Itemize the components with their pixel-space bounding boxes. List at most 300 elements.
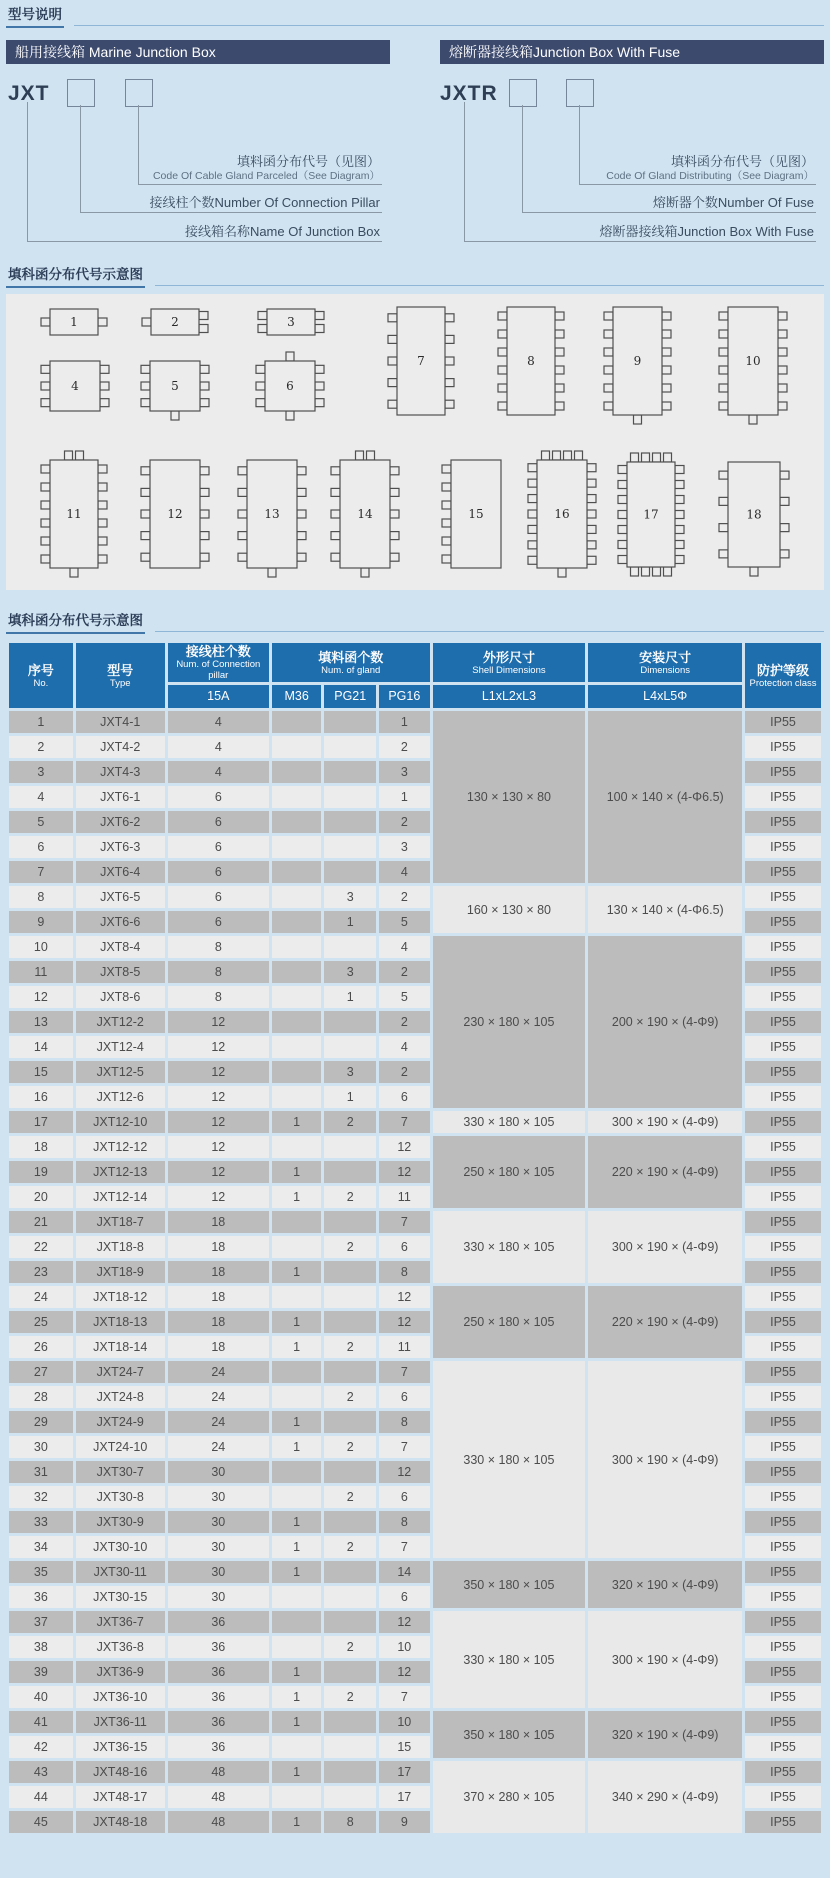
cell-no: 43	[9, 1761, 73, 1783]
cell-pg16: 14	[379, 1561, 430, 1583]
table-section-title	[6, 614, 824, 634]
cell-m36	[272, 761, 322, 783]
cell-protection-class: IP55	[745, 1461, 821, 1483]
cell-protection-class: IP55	[745, 1036, 821, 1058]
cell-15a: 6	[168, 836, 269, 858]
cell-15a: 6	[168, 786, 269, 808]
cell-pg21: 2	[324, 1236, 376, 1258]
cell-pg21: 2	[324, 1436, 376, 1458]
cell-type: JXT8-5	[76, 961, 165, 983]
cell-mount-dimensions: 300 × 190 × (4-Φ9)	[588, 1211, 742, 1283]
cell-type: JXT8-6	[76, 986, 165, 1008]
cell-mount-dimensions: 300 × 190 × (4-Φ9)	[588, 1111, 742, 1133]
cell-15a: 36	[168, 1636, 269, 1658]
gland-unit-number: 7	[417, 354, 425, 368]
cell-protection-class: IP55	[745, 1211, 821, 1233]
cell-m36: 1	[272, 1411, 322, 1433]
cell-m36: 1	[272, 1261, 322, 1283]
cell-pg21	[324, 1736, 376, 1758]
cell-15a: 8	[168, 936, 269, 958]
cell-no: 24	[9, 1286, 73, 1308]
cell-m36	[272, 1786, 322, 1808]
cell-pg16: 3	[379, 836, 430, 858]
cell-type: JXT4-1	[76, 711, 165, 733]
cell-15a: 24	[168, 1411, 269, 1433]
gland-unit-5	[137, 348, 213, 424]
cell-shell-dimensions: 330 × 180 × 105	[433, 1361, 586, 1558]
cell-no: 22	[9, 1236, 73, 1258]
cell-m36	[272, 861, 322, 883]
cell-pg16: 7	[379, 1211, 430, 1233]
gland-unit-17	[614, 449, 688, 580]
cell-no: 5	[9, 811, 73, 833]
table-row	[9, 1111, 821, 1133]
cell-pg16: 7	[379, 1536, 430, 1558]
callout-cn: 熔断器接线箱Junction Box With Fuse	[599, 224, 814, 239]
cell-mount-dimensions: 220 × 190 × (4-Φ9)	[588, 1286, 742, 1358]
model-explanation	[6, 40, 824, 246]
table-row	[9, 1761, 821, 1783]
cell-protection-class: IP55	[745, 986, 821, 1008]
cell-pg16: 4	[379, 1036, 430, 1058]
cell-m36	[272, 1586, 322, 1608]
cell-pg16: 9	[379, 1811, 430, 1833]
cell-type: JXT18-7	[76, 1211, 165, 1233]
jxtr-callout-box-name-label	[599, 224, 814, 240]
cell-no: 28	[9, 1386, 73, 1408]
cell-shell-dimensions: 250 × 180 × 105	[433, 1136, 586, 1208]
table-row	[9, 1561, 821, 1583]
cell-protection-class: IP55	[745, 886, 821, 908]
cell-pg21	[324, 786, 376, 808]
col-subheader-pg16: PG16	[379, 685, 430, 708]
cell-protection-class: IP55	[745, 936, 821, 958]
gland-unit-number: 2	[171, 315, 179, 329]
cell-15a: 12	[168, 1136, 269, 1158]
gland-unit-number: 9	[633, 354, 641, 368]
table-row	[9, 1286, 821, 1308]
gland-unit-2	[138, 296, 212, 348]
cell-type: JXT12-2	[76, 1011, 165, 1033]
cell-mount-dimensions: 300 × 190 × (4-Φ9)	[588, 1361, 742, 1558]
cell-15a: 12	[168, 1111, 269, 1133]
gland-unit-number: 13	[264, 507, 280, 521]
cell-m36: 1	[272, 1686, 322, 1708]
cell-pg16: 3	[379, 761, 430, 783]
cell-pg16: 4	[379, 861, 430, 883]
cell-m36	[272, 911, 322, 933]
cell-no: 19	[9, 1161, 73, 1183]
jxt-callout-box-name-label	[185, 224, 380, 240]
cell-m36: 1	[272, 1311, 322, 1333]
cell-pg16: 6	[379, 1486, 430, 1508]
cell-type: JXT12-10	[76, 1111, 165, 1133]
cell-15a: 6	[168, 911, 269, 933]
cell-pg16: 8	[379, 1511, 430, 1533]
cell-type: JXT30-8	[76, 1486, 165, 1508]
cell-no: 16	[9, 1086, 73, 1108]
callout-cn: 填料函分布代号（见图）	[236, 154, 380, 169]
cell-no: 29	[9, 1411, 73, 1433]
cell-m36: 1	[272, 1711, 322, 1733]
cell-m36	[272, 936, 322, 958]
gland-unit-number: 8	[527, 354, 535, 368]
cell-pg21	[324, 1011, 376, 1033]
callout-cn: 接线柱个数Number Of Connection Pillar	[149, 195, 380, 210]
cell-no: 32	[9, 1486, 73, 1508]
cell-15a: 4	[168, 711, 269, 733]
cell-m36	[272, 1736, 322, 1758]
callout-en: Code Of Gland Distributing（See Diagram）	[606, 170, 814, 182]
cell-pg21	[324, 1161, 376, 1183]
gland-unit-8	[494, 294, 568, 428]
cell-m36: 1	[272, 1186, 322, 1208]
title-rule	[155, 631, 824, 632]
cell-protection-class: IP55	[745, 1561, 821, 1583]
cell-15a: 48	[168, 1786, 269, 1808]
cell-mount-dimensions: 220 × 190 × (4-Φ9)	[588, 1136, 742, 1208]
cell-m36: 1	[272, 1661, 322, 1683]
cell-pg16: 2	[379, 736, 430, 758]
cell-no: 13	[9, 1011, 73, 1033]
cell-no: 17	[9, 1111, 73, 1133]
cell-type: JXT12-5	[76, 1061, 165, 1083]
jxtr-section-bar: 熔断器接线箱Junction Box With Fuse	[440, 40, 824, 64]
gland-section-title	[6, 268, 824, 288]
cell-15a: 4	[168, 761, 269, 783]
cell-no: 8	[9, 886, 73, 908]
gland-unit-number: 6	[286, 379, 294, 393]
cell-protection-class: IP55	[745, 1236, 821, 1258]
gland-unit-18	[715, 449, 793, 580]
cell-mount-dimensions: 320 × 190 × (4-Φ9)	[588, 1711, 742, 1758]
cell-pg16: 10	[379, 1711, 430, 1733]
cell-type: JXT36-9	[76, 1661, 165, 1683]
cell-type: JXT12-12	[76, 1136, 165, 1158]
cell-pg21: 1	[324, 911, 376, 933]
cell-type: JXT36-15	[76, 1736, 165, 1758]
cell-type: JXT24-10	[76, 1436, 165, 1458]
cell-pg16: 15	[379, 1736, 430, 1758]
cell-type: JXT6-2	[76, 811, 165, 833]
cell-no: 45	[9, 1811, 73, 1833]
cell-pg16: 5	[379, 911, 430, 933]
cell-type: JXT24-9	[76, 1411, 165, 1433]
cell-m36	[272, 986, 322, 1008]
cell-shell-dimensions: 330 × 180 × 105	[433, 1211, 586, 1283]
cell-15a: 30	[168, 1536, 269, 1558]
cell-protection-class: IP55	[745, 811, 821, 833]
title-rule	[155, 285, 824, 286]
cell-pg16: 4	[379, 936, 430, 958]
cell-pg16: 11	[379, 1186, 430, 1208]
cell-m36	[272, 711, 322, 733]
cell-no: 18	[9, 1136, 73, 1158]
cell-pg21	[324, 1586, 376, 1608]
table-row	[9, 1361, 821, 1383]
table-row	[9, 1611, 821, 1633]
col-subheader-pg21: PG21	[324, 685, 376, 708]
cell-protection-class: IP55	[745, 1661, 821, 1683]
cell-pg16: 7	[379, 1361, 430, 1383]
gland-unit-11	[37, 447, 111, 581]
cell-protection-class: IP55	[745, 911, 821, 933]
gland-unit-number: 4	[71, 379, 79, 393]
col-header-shell: 外形尺寸 Shell Dimensions	[433, 643, 586, 682]
cell-pg21	[324, 1136, 376, 1158]
cell-15a: 30	[168, 1586, 269, 1608]
table-row	[9, 1136, 821, 1158]
cell-no: 38	[9, 1636, 73, 1658]
cell-m36	[272, 1636, 322, 1658]
cell-pg21	[324, 1511, 376, 1533]
cell-pg16: 12	[379, 1311, 430, 1333]
cell-protection-class: IP55	[745, 1086, 821, 1108]
table-row	[9, 1211, 821, 1233]
cell-no: 1	[9, 711, 73, 733]
cell-15a: 18	[168, 1211, 269, 1233]
cell-no: 10	[9, 936, 73, 958]
model-section-title-text: 型号说明	[6, 3, 64, 28]
cell-m36: 1	[272, 1336, 322, 1358]
cell-protection-class: IP55	[745, 1311, 821, 1333]
cell-15a: 36	[168, 1661, 269, 1683]
cell-m36	[272, 1461, 322, 1483]
cell-m36: 1	[272, 1111, 322, 1133]
gland-unit-number: 17	[643, 507, 659, 521]
gland-unit-3	[254, 296, 328, 348]
cell-pg21	[324, 1361, 376, 1383]
cell-type: JXT48-18	[76, 1811, 165, 1833]
cell-m36	[272, 1086, 322, 1108]
gland-unit-15	[438, 447, 514, 581]
cell-15a: 18	[168, 1311, 269, 1333]
cell-type: JXT12-14	[76, 1186, 165, 1208]
cell-pg16: 12	[379, 1661, 430, 1683]
cell-type: JXT6-6	[76, 911, 165, 933]
cell-no: 2	[9, 736, 73, 758]
cell-protection-class: IP55	[745, 1536, 821, 1558]
cell-15a: 12	[168, 1086, 269, 1108]
cell-pg21	[324, 711, 376, 733]
cell-protection-class: IP55	[745, 1436, 821, 1458]
cell-pg21	[324, 761, 376, 783]
cell-m36	[272, 1036, 322, 1058]
cell-protection-class: IP55	[745, 1686, 821, 1708]
cell-pg21	[324, 736, 376, 758]
cell-pg21	[324, 1561, 376, 1583]
cell-15a: 48	[168, 1761, 269, 1783]
cell-type: JXT24-8	[76, 1386, 165, 1408]
cell-no: 44	[9, 1786, 73, 1808]
cell-pg16: 7	[379, 1686, 430, 1708]
table-row	[9, 886, 821, 908]
cell-type: JXT18-12	[76, 1286, 165, 1308]
gland-unit-14	[327, 447, 403, 581]
cell-no: 27	[9, 1361, 73, 1383]
cell-pg21: 2	[324, 1186, 376, 1208]
cell-15a: 36	[168, 1611, 269, 1633]
cell-shell-dimensions: 330 × 180 × 105	[433, 1611, 586, 1708]
cell-15a: 18	[168, 1336, 269, 1358]
cell-protection-class: IP55	[745, 1736, 821, 1758]
jxt-code-diagram	[6, 64, 390, 246]
cell-mount-dimensions: 200 × 190 × (4-Φ9)	[588, 936, 742, 1108]
cell-15a: 48	[168, 1811, 269, 1833]
jxtr-prefix-label: JXTR	[440, 82, 498, 105]
gland-unit-4	[37, 348, 113, 424]
cell-shell-dimensions: 230 × 180 × 105	[433, 936, 586, 1108]
cell-type: JXT36-11	[76, 1711, 165, 1733]
cell-protection-class: IP55	[745, 1011, 821, 1033]
jxtr-callout-box-name	[464, 102, 816, 242]
gland-unit-number: 14	[357, 507, 373, 521]
callout-cn: 填料函分布代号（见图）	[670, 154, 814, 169]
table-row	[9, 711, 821, 733]
cell-pg21	[324, 1611, 376, 1633]
gland-unit-number: 3	[287, 315, 295, 329]
cell-15a: 6	[168, 886, 269, 908]
cell-type: JXT4-2	[76, 736, 165, 758]
cell-m36	[272, 1211, 322, 1233]
cell-m36: 1	[272, 1161, 322, 1183]
cell-pg16: 6	[379, 1236, 430, 1258]
cell-15a: 36	[168, 1736, 269, 1758]
cell-m36	[272, 961, 322, 983]
cell-protection-class: IP55	[745, 1761, 821, 1783]
cell-protection-class: IP55	[745, 1586, 821, 1608]
cell-pg16: 12	[379, 1611, 430, 1633]
cell-pg16: 17	[379, 1761, 430, 1783]
title-rule	[74, 25, 824, 26]
gland-diagram-panel	[6, 294, 824, 590]
cell-pg16: 1	[379, 786, 430, 808]
cell-15a: 30	[168, 1486, 269, 1508]
cell-15a: 12	[168, 1036, 269, 1058]
cell-pg21	[324, 1761, 376, 1783]
cell-pg21: 8	[324, 1811, 376, 1833]
cell-type: JXT12-13	[76, 1161, 165, 1183]
cell-pg21	[324, 1411, 376, 1433]
cell-no: 9	[9, 911, 73, 933]
cell-15a: 12	[168, 1186, 269, 1208]
cell-mount-dimensions: 340 × 290 × (4-Φ9)	[588, 1761, 742, 1833]
cell-15a: 18	[168, 1261, 269, 1283]
cell-pg16: 5	[379, 986, 430, 1008]
cell-type: JXT18-9	[76, 1261, 165, 1283]
cell-protection-class: IP55	[745, 1611, 821, 1633]
cell-pg21: 2	[324, 1111, 376, 1133]
cell-protection-class: IP55	[745, 1486, 821, 1508]
cell-type: JXT12-4	[76, 1036, 165, 1058]
gland-unit-number: 18	[746, 507, 762, 521]
cell-15a: 6	[168, 811, 269, 833]
cell-pg21	[324, 1211, 376, 1233]
cell-type: JXT48-16	[76, 1761, 165, 1783]
gland-unit-13	[234, 447, 310, 581]
cell-protection-class: IP55	[745, 1186, 821, 1208]
cell-type: JXT30-7	[76, 1461, 165, 1483]
cell-pg21	[324, 1311, 376, 1333]
cell-no: 41	[9, 1711, 73, 1733]
cell-protection-class: IP55	[745, 1786, 821, 1808]
cell-protection-class: IP55	[745, 1286, 821, 1308]
cell-pg21: 2	[324, 1486, 376, 1508]
cell-shell-dimensions: 160 × 130 × 80	[433, 886, 586, 933]
cell-pg21	[324, 936, 376, 958]
cell-protection-class: IP55	[745, 1136, 821, 1158]
cell-shell-dimensions: 330 × 180 × 105	[433, 1111, 586, 1133]
cell-pg16: 2	[379, 811, 430, 833]
cell-mount-dimensions: 130 × 140 × (4-Φ6.5)	[588, 886, 742, 933]
cell-m36: 1	[272, 1511, 322, 1533]
cell-no: 21	[9, 1211, 73, 1233]
cell-pg21	[324, 811, 376, 833]
cell-15a: 24	[168, 1436, 269, 1458]
cell-m36: 1	[272, 1811, 322, 1833]
cell-no: 34	[9, 1536, 73, 1558]
cell-pg16: 12	[379, 1136, 430, 1158]
cell-m36: 1	[272, 1761, 322, 1783]
cell-protection-class: IP55	[745, 1111, 821, 1133]
cell-no: 37	[9, 1611, 73, 1633]
cell-pg16: 2	[379, 961, 430, 983]
cell-protection-class: IP55	[745, 1386, 821, 1408]
cell-protection-class: IP55	[745, 1636, 821, 1658]
cell-protection-class: IP55	[745, 1336, 821, 1358]
cell-pg21: 2	[324, 1536, 376, 1558]
gland-unit-number: 12	[167, 507, 183, 521]
gland-unit-6	[252, 348, 328, 424]
cell-protection-class: IP55	[745, 961, 821, 983]
cell-pg21	[324, 861, 376, 883]
cell-pg21: 1	[324, 986, 376, 1008]
cell-m36	[272, 1386, 322, 1408]
gland-unit-7	[384, 294, 458, 428]
cell-shell-dimensions: 130 × 130 × 80	[433, 711, 586, 883]
cell-pg21	[324, 1661, 376, 1683]
cell-no: 3	[9, 761, 73, 783]
callout-en: Code Of Cable Gland Parceled（See Diagram）	[152, 170, 380, 182]
gland-unit-number: 11	[66, 507, 82, 521]
cell-m36	[272, 1611, 322, 1633]
col-subheader-mount-dims: L4xL5Φ	[588, 685, 742, 708]
cell-m36	[272, 1136, 322, 1158]
cell-type: JXT36-8	[76, 1636, 165, 1658]
cell-15a: 36	[168, 1686, 269, 1708]
cell-pg21: 3	[324, 961, 376, 983]
cell-no: 40	[9, 1686, 73, 1708]
cell-pg21	[324, 1261, 376, 1283]
cell-mount-dimensions: 320 × 190 × (4-Φ9)	[588, 1561, 742, 1608]
cell-pg16: 12	[379, 1286, 430, 1308]
cell-pg21: 1	[324, 1086, 376, 1108]
model-section-title	[6, 8, 824, 28]
cell-pg16: 2	[379, 1011, 430, 1033]
cell-m36	[272, 1286, 322, 1308]
cell-pg16: 7	[379, 1436, 430, 1458]
cell-no: 11	[9, 961, 73, 983]
gland-unit-16	[524, 447, 600, 581]
cell-pg21	[324, 1286, 376, 1308]
cell-pg21	[324, 836, 376, 858]
cell-protection-class: IP55	[745, 1411, 821, 1433]
cell-15a: 24	[168, 1386, 269, 1408]
gland-section-title-text: 填科函分布代号示意图	[6, 263, 145, 288]
cell-pg21: 2	[324, 1636, 376, 1658]
cell-shell-dimensions: 370 × 280 × 105	[433, 1761, 586, 1833]
cell-pg21: 2	[324, 1336, 376, 1358]
